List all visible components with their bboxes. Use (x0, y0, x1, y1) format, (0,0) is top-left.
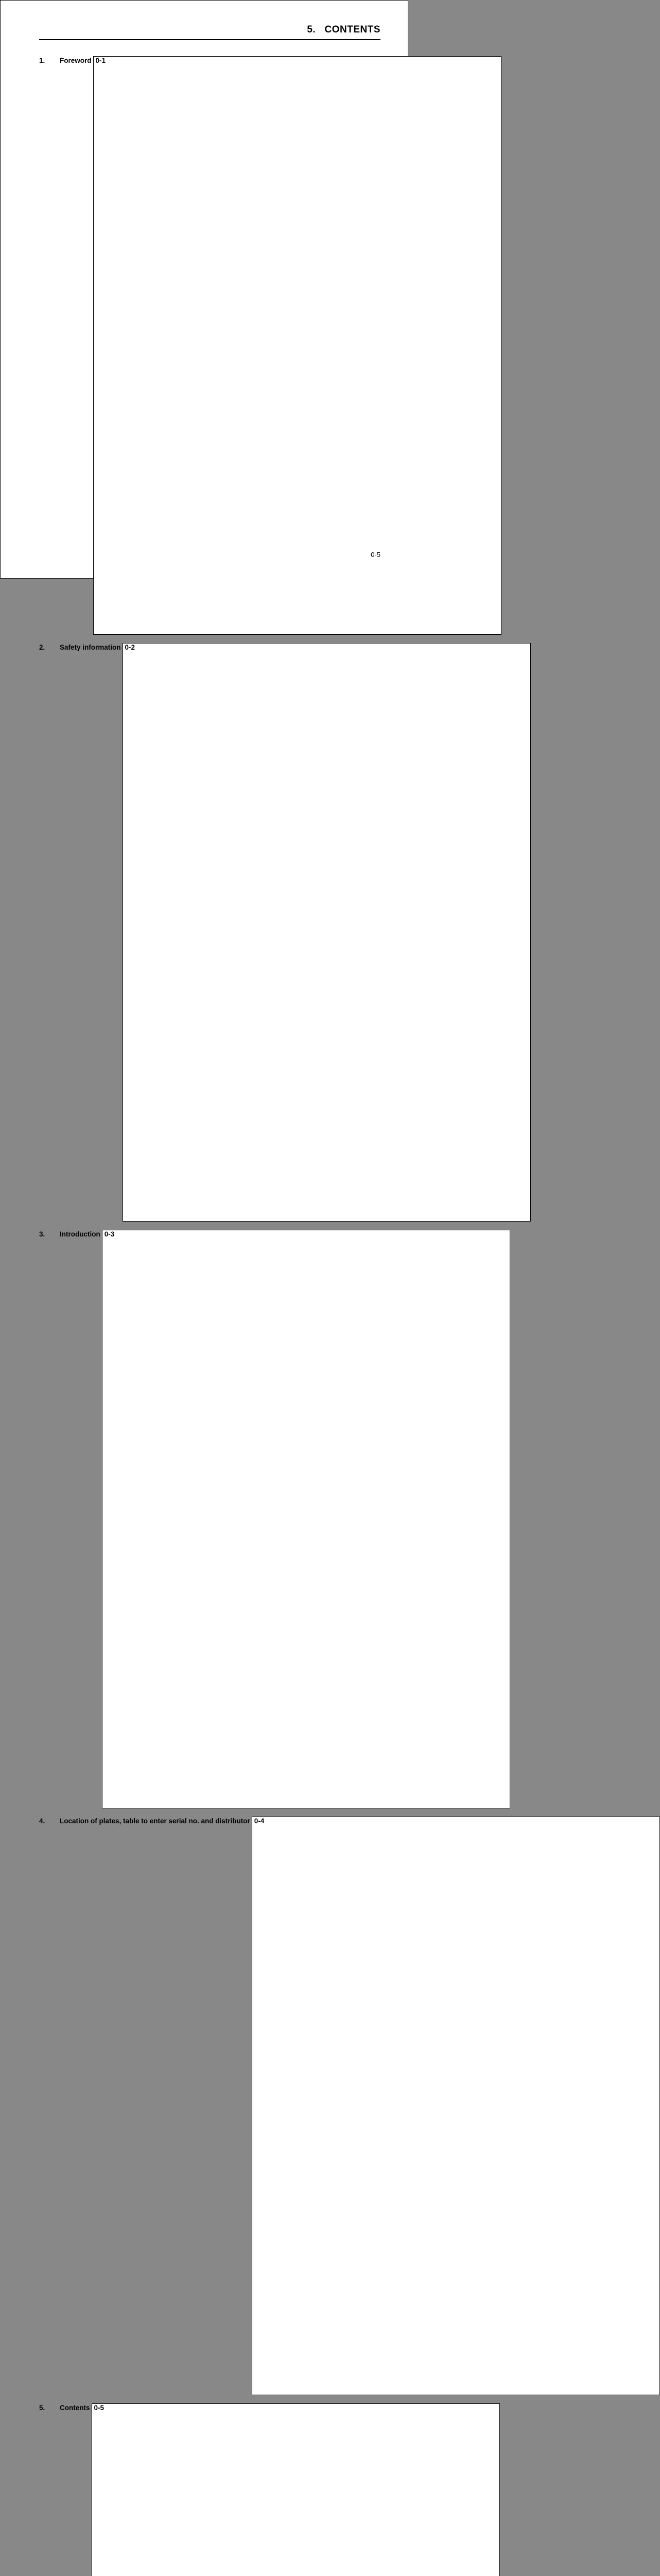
toc-page-number: 0-5 (92, 2403, 500, 2576)
toc-page-number: 0-2 (123, 643, 531, 1222)
page-content (39, 1, 380, 2576)
header-rule (39, 39, 380, 40)
toc-item-title: Contents (60, 2404, 90, 2412)
toc-item-number: 1. (39, 57, 45, 64)
page-title: 5. CONTENTS (307, 24, 380, 35)
page-header (39, 24, 380, 40)
toc-page-number: 0-3 (102, 1230, 510, 1808)
toc-page-number: 0-4 (252, 1817, 660, 2395)
toc-row (39, 1230, 380, 1808)
table-of-contents (39, 56, 380, 2576)
toc-item-number: 2. (39, 643, 45, 651)
footer-page-number: 0-5 (371, 551, 380, 558)
toc-item-title: Location of plates, table to enter serial no. and distributor (60, 1817, 250, 1825)
toc-item-number: 3. (39, 1230, 45, 1238)
toc-page-number: 0-1 (93, 56, 501, 635)
toc-row (39, 56, 380, 635)
toc-item-number: 5. (39, 2404, 45, 2412)
toc-row (39, 1817, 380, 2395)
toc-item-title: Introduction (60, 1230, 100, 1238)
toc-item-title: Foreword (60, 57, 92, 64)
toc-item-title: Safety information (60, 643, 121, 651)
toc-item-number: 4. (39, 1817, 45, 1825)
toc-row (39, 2403, 380, 2576)
toc-row (39, 643, 380, 1222)
